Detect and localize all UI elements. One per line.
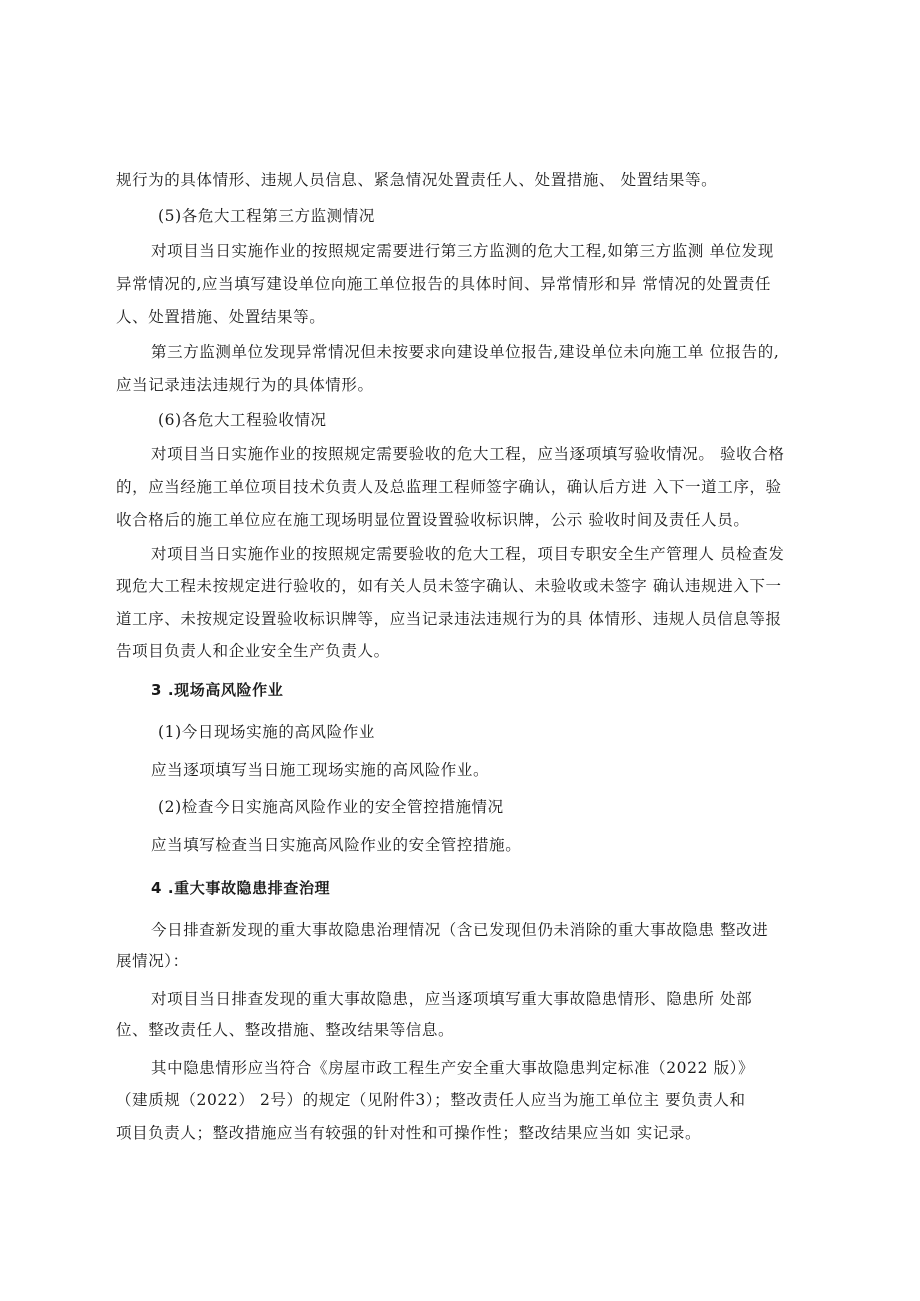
section-heading: 4 .重大事故隐患排查治理 <box>151 879 331 897</box>
paragraph-line: 应当填写检查当日实施高风险作业的安全管控措施。 <box>151 836 522 854</box>
paragraph-line: 收合格后的施工单位应在施工现场明显位置设置验收标识牌，公示 验收时间及责任人员。 <box>116 511 750 529</box>
section-subheading: (5)各危大工程第三方监测情况 <box>158 207 375 225</box>
section-subheading: (1)今日现场实施的高风险作业 <box>158 723 375 741</box>
section-subheading: (6)各危大工程验收情况 <box>158 411 327 429</box>
section-heading: 3 .现场高风险作业 <box>151 681 284 699</box>
paragraph-line: 位、整改责任人、整改措施、整改结果等信息。 <box>116 1021 455 1039</box>
paragraph-line: 现危大工程未按规定进行验收的，如有关人员未签字确认、未验收或未签字 确认违规进入下一 <box>116 577 782 595</box>
paragraph-line: 规行为的具体情形、违规人员信息、紧急情况处置责任人、处置措施、 处置结果等。 <box>116 171 718 189</box>
paragraph-line: 展情况）： <box>116 952 189 970</box>
paragraph-line: 异常情况的,应当填写建设单位向施工单位报告的具体时间、异常情形和异 常情况的处置责任 <box>116 275 772 293</box>
paragraph-line: 项目负责人；整改措施应当有较强的针对性和可操作性；整改结果应当如 实记录。 <box>116 1124 702 1142</box>
paragraph-line: 第三方监测单位发现异常情况但未按要求向建设单位报告,建设单位未向施工单 位报告的, <box>151 343 780 361</box>
paragraph-line: 人、处置措施、处置结果等。 <box>116 308 326 326</box>
paragraph-line: 对项目当日实施作业的按照规定需要验收的危大工程，项目专职安全生产管理人 员检查发 <box>151 545 785 563</box>
paragraph-line: 应当逐项填写当日施工现场实施的高风险作业。 <box>151 761 490 779</box>
section-subheading: (2)检查今日实施高风险作业的安全管控措施情况 <box>158 798 504 816</box>
paragraph-line: 道工序、未按规定设置验收标识牌等，应当记录违法违规行为的具 体情形、违规人员信息等报 <box>116 610 782 628</box>
paragraph-line: 今日排查新发现的重大事故隐患治理情况（含已发现但仍未消除的重大事故隐患 整改进 <box>151 921 769 939</box>
paragraph-line: （建质规（2022） 2号）的规定（见附件3）；整改责任人应当为施工单位主 要负责人和 <box>116 1091 746 1109</box>
paragraph-line: 对项目当日实施作业的按照规定需要验收的危大工程，应当逐项填写验收情况。 验收合格 <box>151 445 785 463</box>
paragraph-line: 应当记录违法违规行为的具体情形。 <box>116 376 374 394</box>
paragraph-line: 的，应当经施工单位项目技术负责人及总监理工程师签字确认，确认后方进 入下一道工序，验 <box>116 478 782 496</box>
paragraph-line: 对项目当日实施作业的按照规定需要进行第三方监测的危大工程,如第三方监测 单位发现 <box>151 242 774 260</box>
paragraph-line: 其中隐患情形应当符合《房屋市政工程生产安全重大事故隐患判定标准（2022 版）》 <box>151 1059 755 1077</box>
paragraph-line: 告项目负责人和企业安全生产负责人。 <box>116 642 390 660</box>
paragraph-line: 对项目当日排查发现的重大事故隐患，应当逐项填写重大事故隐患情形、隐患所 处部 <box>151 990 753 1008</box>
